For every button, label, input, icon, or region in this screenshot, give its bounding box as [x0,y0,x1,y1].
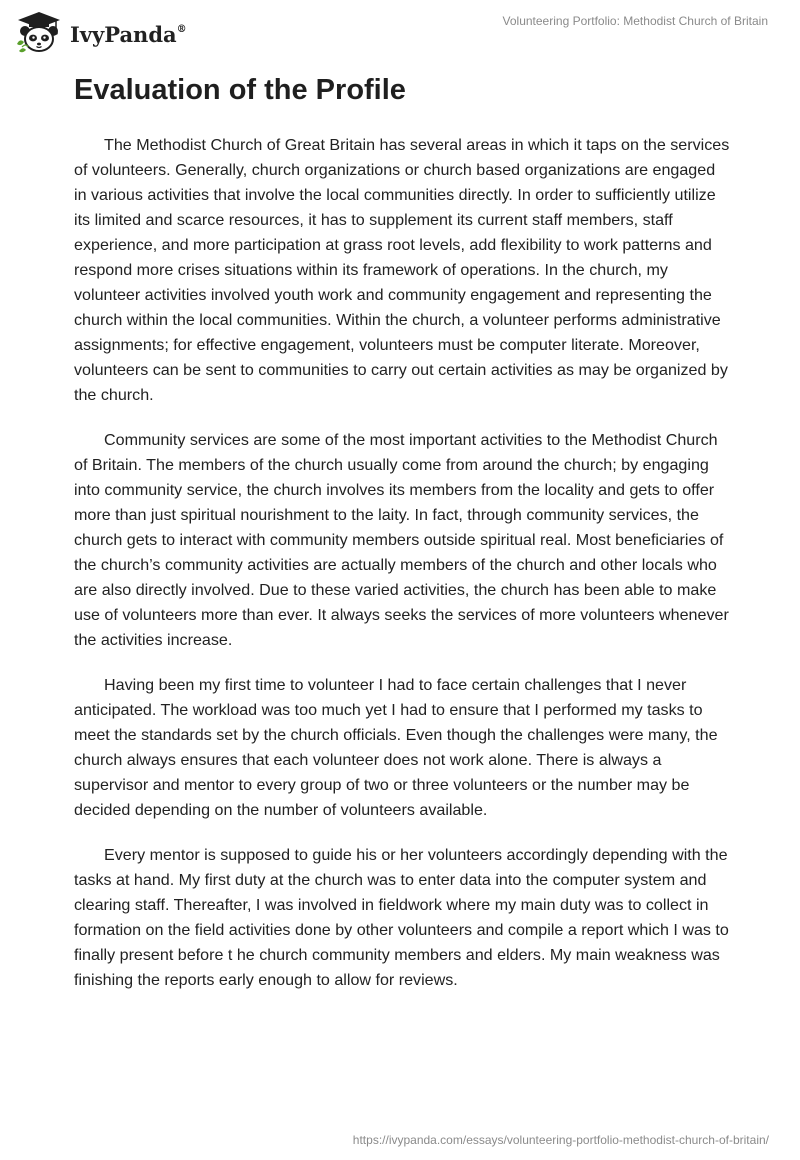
paragraph-1: The Methodist Church of Great Britain has several areas in which it taps on the services of volunteers. Generally, church organizations or church based organizations are engaged in various activities that involve the local communities directly. In order to sufficiently utilize its limited and scarce resources, it has to supplement its current staff members, staff experience, and more participation at grass root levels, add flexibility to work patterns and respond more crises situations within its framework of operations. In the church, my volunteer activities involved youth work and community engagement and representing the church within the local communities. Within the church, a volunteer performs administrative assignments; for effective engagement, volunteers must be computer literate. Moreover, volunteers can be sent to communities to carry out certain activities as may be organized by the church. [74,136,730,404]
paragraph-2: Community services are some of the most important activities to the Methodist Church of Britain. The members of the church usually come from around the church; by engaging into community service, the church involves its members from the locality and gets to offer more than just spiritual nourishment to the laity. In fact, through community services, the church gets to interact with community members outside spiritual real. Most beneficiaries of the church’s community activities are actually members of the church and other locals who are also directly involved. Due to these varied activities, the church has been able to make use of volunteers more than ever. It always seeks the services of more volunteers whenever the activities increase. [74,431,729,649]
paragraph-3: Having been my first time to volunteer I had to face certain challenges that I never anticipated. The workload was too much yet I had to ensure that I performed my tasks to meet the standards set by the church officials. Even though the challenges were many, the church always ensures that each volunteer does not work alone. There is always a supervisor and mentor to every group of two or three volunteers or the number may be decided depending on the number of volunteers available. [74,676,718,819]
running-title: Volunteering Portfolio: Methodist Church of Britain [502,14,768,28]
source-url-link[interactable]: https://ivypanda.com/essays/volunteering-portfolio-methodist-church-of-britain/ [352,1133,769,1147]
paragraph-4: Every mentor is supposed to guide his or her volunteers accordingly depending with the tasks at hand. My first duty at the church was to enter data into the computer system and clearing staff. Thereafter, I was involved in fieldwork where my main duty was to collect in formation on the field activities done by other volunteers and compile a report which I was to finally present before t he church community members and elders. My main weakness was finishing the reports early enough to allow for reviews. [74,846,729,989]
page-title: Evaluation of the Profile [74,74,406,106]
ivypanda-logo[interactable] [14,10,187,54]
registered-mark: ® [176,23,187,35]
panda-graduate-icon [14,10,64,54]
essay-body [74,133,730,1013]
page-header [0,0,800,60]
brand-name: IvyPanda® [70,21,187,47]
